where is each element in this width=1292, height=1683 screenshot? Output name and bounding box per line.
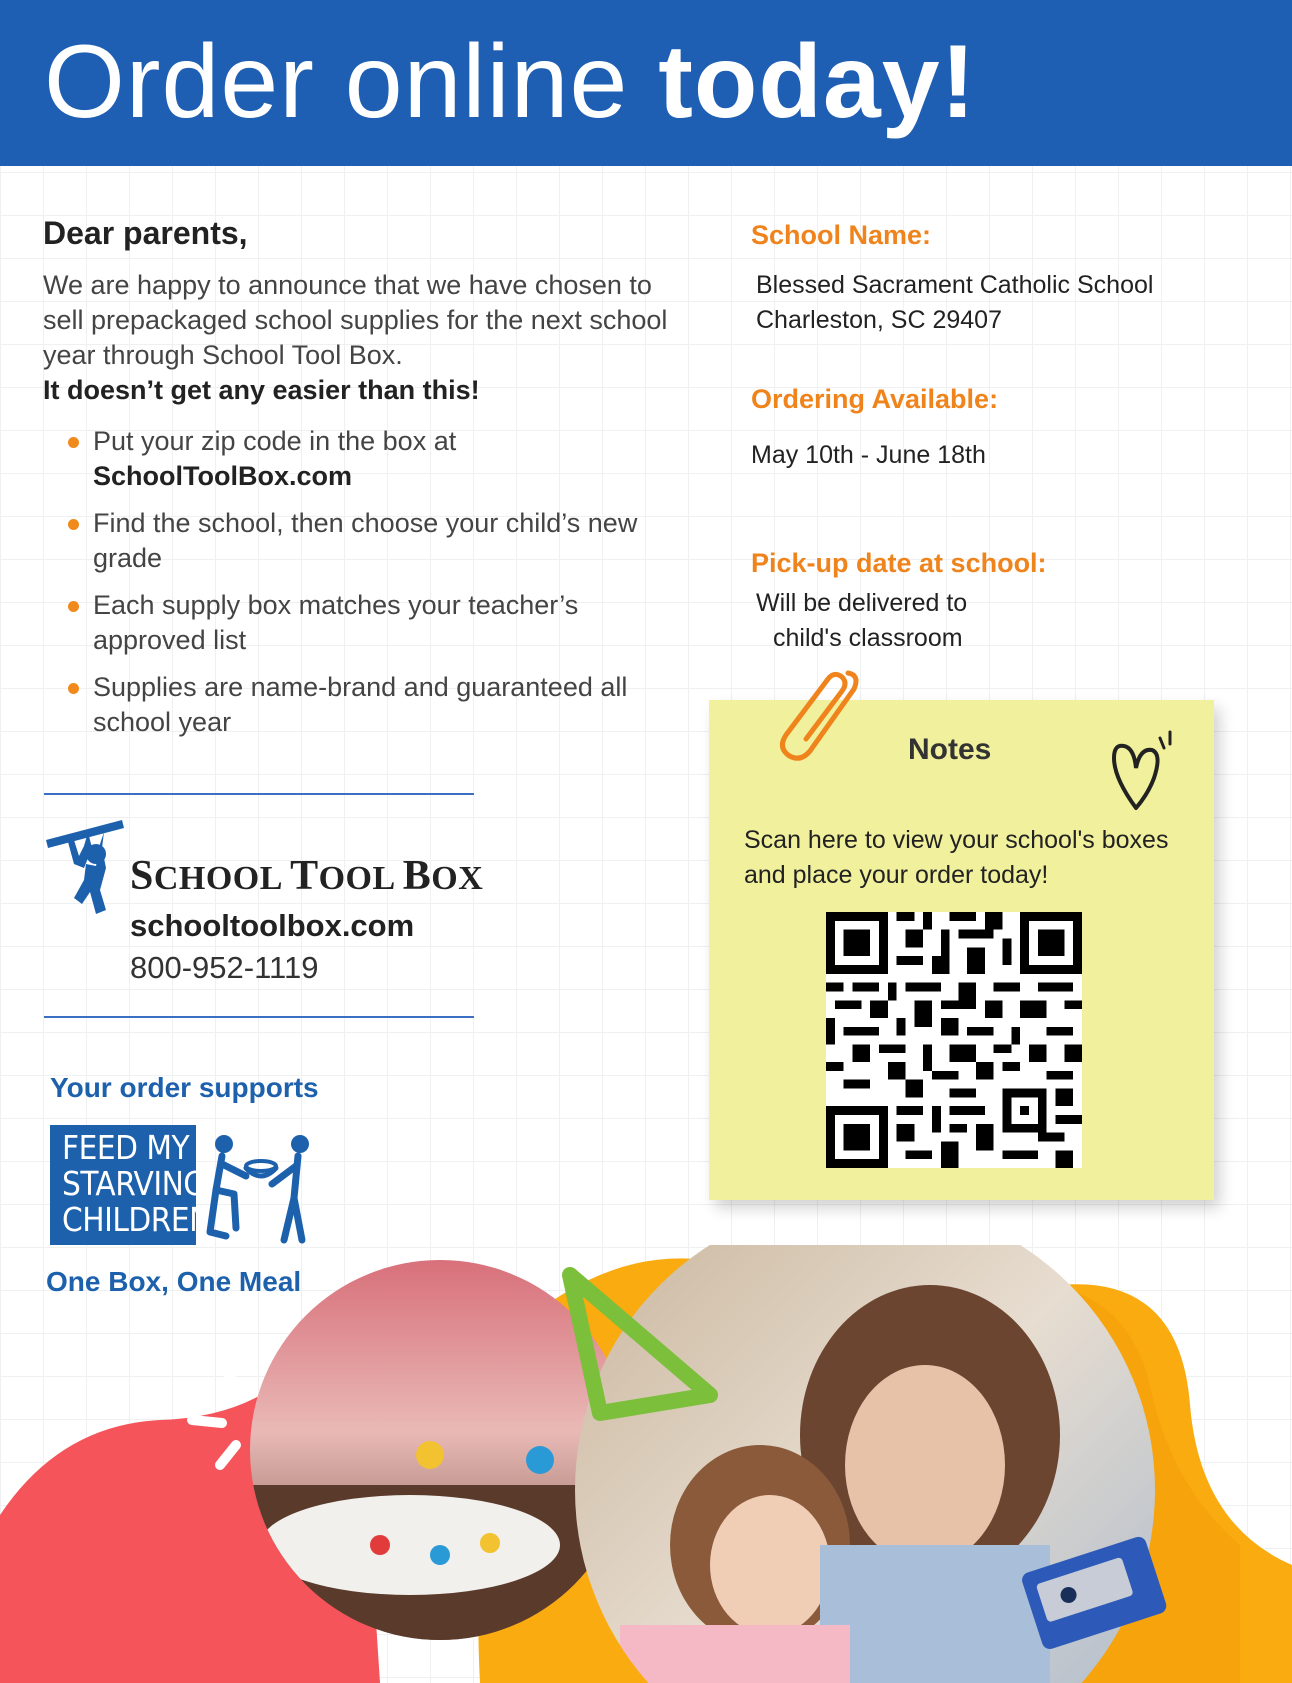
greeting: Dear parents, (43, 215, 248, 251)
list-item-text: Find the school, then choose your child’s new grade (93, 508, 638, 573)
list-item-text: Supplies are name-brand and guaranteed all school year (93, 672, 628, 737)
list-item (68, 506, 688, 576)
paperclip-icon (770, 665, 870, 765)
school-tool-box-logo-icon (44, 818, 124, 918)
emphasis-line: It doesn’t get any easier than this! (43, 375, 480, 405)
supports-heading: Your order supports (50, 1072, 319, 1103)
bullet-dot-icon (68, 519, 79, 530)
school-name-label: School Name: (751, 220, 932, 250)
school-name-line1: Blessed Sacrament Catholic School (756, 271, 1154, 299)
header-title-bold: today! (658, 24, 977, 140)
pickup-line2: child's classroom (773, 624, 963, 652)
bullet-dot-icon (68, 683, 79, 694)
pickup-line1: Will be delivered to (756, 589, 968, 617)
heart-doodle-icon (1106, 728, 1176, 812)
header-title (44, 22, 976, 142)
list-item-text: Put your zip code in the box at (93, 426, 457, 456)
brand-name: SCHOOL TOOL BOX (130, 853, 484, 899)
list-item (68, 670, 688, 740)
bullet-dot-icon (68, 601, 79, 612)
website-link[interactable]: SchoolToolBox.com (93, 461, 353, 491)
giving-people-icon (206, 1128, 316, 1246)
school-name-line2: Charleston, SC 29407 (756, 306, 1002, 334)
qr-code-icon[interactable] (826, 912, 1082, 1168)
list-item (68, 588, 688, 658)
ordering-label: Ordering Available: (751, 384, 999, 414)
divider-top (44, 793, 474, 795)
divider-bottom (44, 1016, 474, 1018)
brand-phone: 800-952-1119 (130, 950, 319, 985)
charity-tagline: One Box, One Meal (46, 1266, 302, 1297)
bullet-dot-icon (68, 437, 79, 448)
brand-url[interactable]: schooltoolbox.com (130, 908, 415, 943)
pickup-label: Pick-up date at school: (751, 548, 1047, 578)
list-item-text: Each supply box matches your teacher’s approved list (93, 590, 579, 655)
ordering-dates: May 10th - June 18th (751, 441, 986, 469)
list-item (68, 424, 688, 494)
instruction-list (68, 424, 688, 752)
note-title: Notes (908, 733, 992, 766)
header-banner (0, 0, 1292, 166)
header-title-light: Order online (44, 24, 629, 140)
intro-paragraph: We are happy to announce that we have chosen to sell prepackaged school supplies for the next school year through School Tool Box. (43, 270, 668, 370)
note-text: Scan here to view your school's boxes and place your order today! (744, 826, 1169, 889)
feed-my-starving-children-logo: FEED MY STARVING CHILDREN (50, 1125, 196, 1245)
bottom-photo-collage (0, 1245, 1292, 1683)
